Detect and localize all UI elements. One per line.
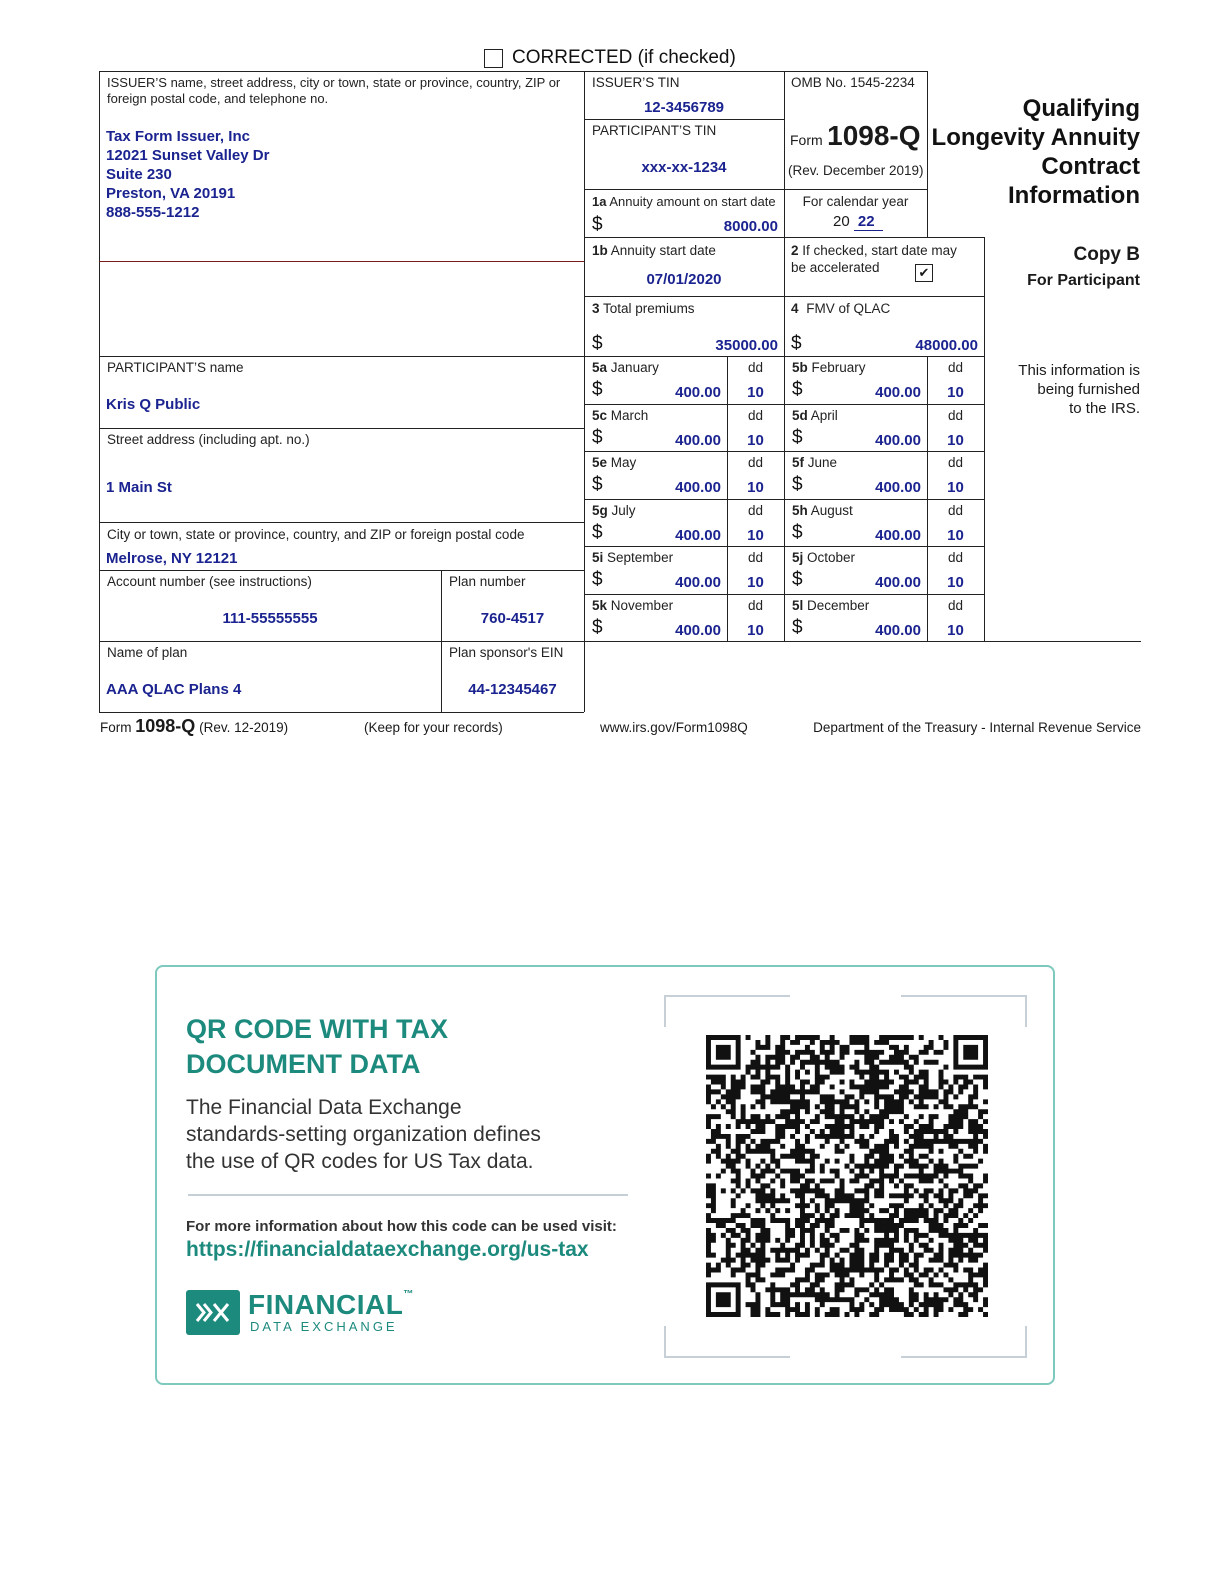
copy-b-subtitle: For Participant (1027, 272, 1140, 289)
month-amount: 400.00 (675, 574, 721, 591)
plan-number-value: 760-4517 (480, 610, 545, 627)
month-currency: $ (592, 474, 603, 495)
month-label (792, 360, 866, 375)
box1a-currency: $ (592, 214, 603, 235)
fdx-logo-word-text: FINANCIAL (248, 1289, 404, 1320)
month-currency: $ (592, 569, 603, 590)
month-num: 5j (792, 550, 804, 565)
copy-note (990, 361, 1140, 418)
footer-form (100, 716, 288, 737)
issuer-city: Preston, VA 20191 (106, 185, 236, 202)
month-label (592, 455, 636, 470)
account-label: Account number (see instructions) (107, 574, 312, 589)
month-label (792, 408, 838, 423)
month-currency: $ (792, 522, 803, 543)
footer-form-number: 1098-Q (135, 716, 196, 736)
month-dd-value: 10 (747, 384, 764, 401)
box4-text: FMV of QLAC (806, 301, 891, 316)
box3-num: 3 (592, 301, 600, 316)
copy-b (990, 244, 1140, 290)
qr-card-heading (186, 1012, 448, 1082)
month-dd-label: dd (747, 503, 764, 518)
month-name: January (610, 360, 659, 375)
month-currency: $ (792, 569, 803, 590)
box1b-text: Annuity start date (610, 243, 716, 258)
month-num: 5e (592, 455, 608, 470)
month-dd-value: 10 (947, 527, 964, 544)
month-label (592, 503, 636, 518)
issuer-street: 12021 Sunset Valley Dr (106, 147, 270, 164)
qr-card-heading-2: DOCUMENT DATA (186, 1049, 421, 1079)
fdx-logo-sub: DATA EXCHANGE (250, 1319, 398, 1334)
month-dd-value: 10 (747, 622, 764, 639)
month-amount: 400.00 (875, 384, 921, 401)
copy-note-3: to the IRS. (1069, 400, 1140, 417)
title-line-3: Contract (1041, 153, 1140, 180)
month-dd-label: dd (747, 455, 764, 470)
box4-num: 4 (791, 301, 799, 316)
month-num: 5f (792, 455, 805, 470)
qr-frame-corner-tl (664, 995, 790, 1027)
month-num: 5l (792, 598, 804, 613)
month-dd-label: dd (747, 598, 764, 613)
month-name: October (807, 550, 856, 565)
corrected-checkbox[interactable] (484, 49, 503, 68)
month-dd-label: dd (947, 598, 964, 613)
month-dd-label: dd (947, 455, 964, 470)
participant-name: Kris Q Public (106, 396, 201, 413)
month-num: 5d (792, 408, 808, 423)
month-name: March (610, 408, 649, 423)
form-title (930, 94, 1140, 210)
month-dd-value: 10 (947, 384, 964, 401)
month-amount: 400.00 (675, 622, 721, 639)
qr-card-divider (188, 1194, 628, 1196)
month-num: 5a (592, 360, 608, 375)
city-label: City or town, state or province, country, and ZIP or foreign postal code (107, 527, 525, 542)
month-label (792, 598, 869, 613)
participant-tin-value: xxx-xx-1234 (641, 159, 727, 176)
month-dd-value: 10 (747, 479, 764, 496)
account-value: 111-55555555 (222, 610, 318, 627)
form-number: 1098-Q (827, 120, 921, 151)
month-dd-value: 10 (947, 479, 964, 496)
qr-frame-corner-bl (664, 1326, 790, 1358)
participant-name-label: PARTICIPANT’S name (107, 360, 244, 375)
month-name: April (810, 408, 838, 423)
month-label (592, 598, 673, 613)
month-name: November (610, 598, 674, 613)
month-dd-label: dd (947, 550, 964, 565)
issuer-tin-label: ISSUER’S TIN (592, 75, 680, 90)
qr-frame-corner-br (901, 1326, 1027, 1358)
title-line-2: Longevity Annuity (931, 124, 1140, 151)
form-number-header (790, 120, 921, 152)
month-label (792, 503, 853, 518)
footer-form-prefix: Form (100, 720, 132, 735)
issuer-label: ISSUER’S name, street address, city or town, state or province, country, ZIP or foreign postal code, and telephone no. (107, 75, 561, 106)
qr-card-desc-3: the use of QR codes for US Tax data. (186, 1150, 534, 1173)
month-label (592, 360, 659, 375)
month-name: August (810, 503, 853, 518)
box2-text-2: be accelerated (791, 260, 880, 275)
month-amount: 400.00 (875, 574, 921, 591)
footer-form-rev: (Rev. 12-2019) (199, 720, 289, 735)
month-num: 5g (592, 503, 608, 518)
month-dd-value: 10 (947, 574, 964, 591)
month-dd-value: 10 (747, 432, 764, 449)
calendar-year-label: For calendar year (802, 194, 909, 209)
month-dd-value: 10 (947, 432, 964, 449)
month-name: July (611, 503, 636, 518)
sponsor-ein-value: 44-12345467 (468, 681, 557, 698)
month-name: September (607, 550, 674, 565)
calendar-year (833, 213, 883, 230)
month-currency: $ (792, 427, 803, 448)
qr-card-link[interactable]: https://financialdataexchange.org/us-tax (186, 1238, 589, 1261)
box3-label (592, 301, 695, 316)
box3-currency: $ (592, 333, 603, 354)
month-label (792, 550, 855, 565)
month-dd-label: dd (947, 503, 964, 518)
month-currency: $ (592, 522, 603, 543)
month-currency: $ (792, 379, 803, 400)
month-amount: 400.00 (675, 527, 721, 544)
month-dd-label: dd (747, 550, 764, 565)
box1b-value: 07/01/2020 (646, 271, 722, 288)
box1a-num: 1a (592, 194, 607, 209)
month-label (592, 550, 673, 565)
qr-card-desc-1: The Financial Data Exchange (186, 1096, 462, 1119)
month-dd-value: 10 (747, 527, 764, 544)
box1a-text: Annuity amount on start date (609, 194, 776, 209)
issuer-name: Tax Form Issuer, Inc (106, 128, 250, 145)
box3-text: Total premiums (603, 301, 695, 316)
month-amount: 400.00 (675, 432, 721, 449)
box1a-label (592, 194, 776, 209)
box2-checkbox[interactable]: ✔ (915, 264, 933, 282)
month-amount: 400.00 (875, 622, 921, 639)
plan-number-label: Plan number (449, 574, 526, 589)
month-amount: 400.00 (875, 527, 921, 544)
box4-value: 48000.00 (915, 337, 978, 354)
month-dd-label: dd (747, 408, 764, 423)
footer-dept: Department of the Treasury - Internal Revenue Service (813, 720, 1141, 735)
month-dd-label: dd (747, 360, 764, 375)
calendar-year-prefix: 20 (833, 213, 850, 230)
box2-num: 2 (791, 243, 799, 258)
footer-keep: (Keep for your records) (364, 720, 503, 735)
footer-url: www.irs.gov/Form1098Q (600, 720, 748, 735)
box2-text-1: If checked, start date may (802, 243, 957, 258)
month-dd-value: 10 (947, 622, 964, 639)
box4-label (791, 301, 890, 316)
copy-note-2: being furnished (1037, 381, 1140, 398)
participant-tin-label: PARTICIPANT’S TIN (592, 123, 717, 138)
issuer-tin-value: 12-3456789 (643, 99, 725, 116)
qr-card-desc-2: standards-setting organization defines (186, 1123, 541, 1146)
month-num: 5h (792, 503, 808, 518)
month-num: 5k (592, 598, 608, 613)
qr-card-heading-1: QR CODE WITH TAX (186, 1014, 448, 1044)
month-name: February (811, 360, 866, 375)
title-line-1: Qualifying (1022, 95, 1140, 122)
box3-value: 35000.00 (715, 337, 778, 354)
month-dd-label: dd (947, 360, 964, 375)
month-num: 5b (792, 360, 808, 375)
title-line-4: Information (1008, 182, 1140, 209)
fdx-logo-tm: ™ (403, 1289, 414, 1300)
month-currency: $ (792, 474, 803, 495)
qr-code-image (706, 1035, 988, 1317)
month-label (592, 408, 648, 423)
copy-b-title: Copy B (1073, 244, 1140, 265)
copy-note-1: This information is (1018, 362, 1140, 379)
qr-code-modules (706, 1035, 988, 1317)
month-num: 5c (592, 408, 608, 423)
street-label: Street address (including apt. no.) (107, 432, 310, 447)
qr-frame-corner-tr (901, 995, 1027, 1027)
month-name: June (807, 455, 838, 470)
box1b-num: 1b (592, 243, 608, 258)
month-currency: $ (592, 379, 603, 400)
month-name: December (807, 598, 870, 613)
month-label (792, 455, 837, 470)
qr-card-more-info: For more information about how this code can be used visit: (186, 1218, 617, 1235)
month-amount: 400.00 (875, 432, 921, 449)
month-name: May (610, 455, 637, 470)
month-currency: $ (592, 427, 603, 448)
form-prefix: Form (790, 132, 823, 148)
box4-currency: $ (791, 333, 802, 354)
form-revision: (Rev. December 2019) (788, 163, 924, 178)
month-amount: 400.00 (675, 479, 721, 496)
month-currency: $ (792, 617, 803, 638)
month-currency: $ (592, 617, 603, 638)
fdx-logo-word (248, 1289, 414, 1321)
plan-name-label: Name of plan (107, 645, 188, 660)
month-dd-label: dd (947, 408, 964, 423)
calendar-year-value[interactable]: 22 (854, 213, 883, 231)
plan-name-value: AAA QLAC Plans 4 (106, 681, 242, 698)
issuer-phone: 888-555-1212 (106, 204, 200, 221)
box1b-label (592, 243, 716, 258)
month-dd-value: 10 (747, 574, 764, 591)
month-num: 5i (592, 550, 604, 565)
sponsor-ein-label: Plan sponsor's EIN (449, 645, 564, 660)
fdx-chevron-icon (186, 1290, 240, 1335)
corrected-label: CORRECTED (if checked) (512, 47, 736, 68)
qr-card-description (186, 1094, 541, 1175)
box1a-value: 8000.00 (723, 218, 778, 235)
city-value: Melrose, NY 12121 (106, 550, 238, 567)
issuer-suite: Suite 230 (106, 166, 172, 183)
omb-number: OMB No. 1545-2234 (791, 75, 915, 90)
month-amount: 400.00 (675, 384, 721, 401)
street-value: 1 Main St (106, 479, 172, 496)
fdx-logo-mark (186, 1290, 240, 1335)
month-amount: 400.00 (875, 479, 921, 496)
